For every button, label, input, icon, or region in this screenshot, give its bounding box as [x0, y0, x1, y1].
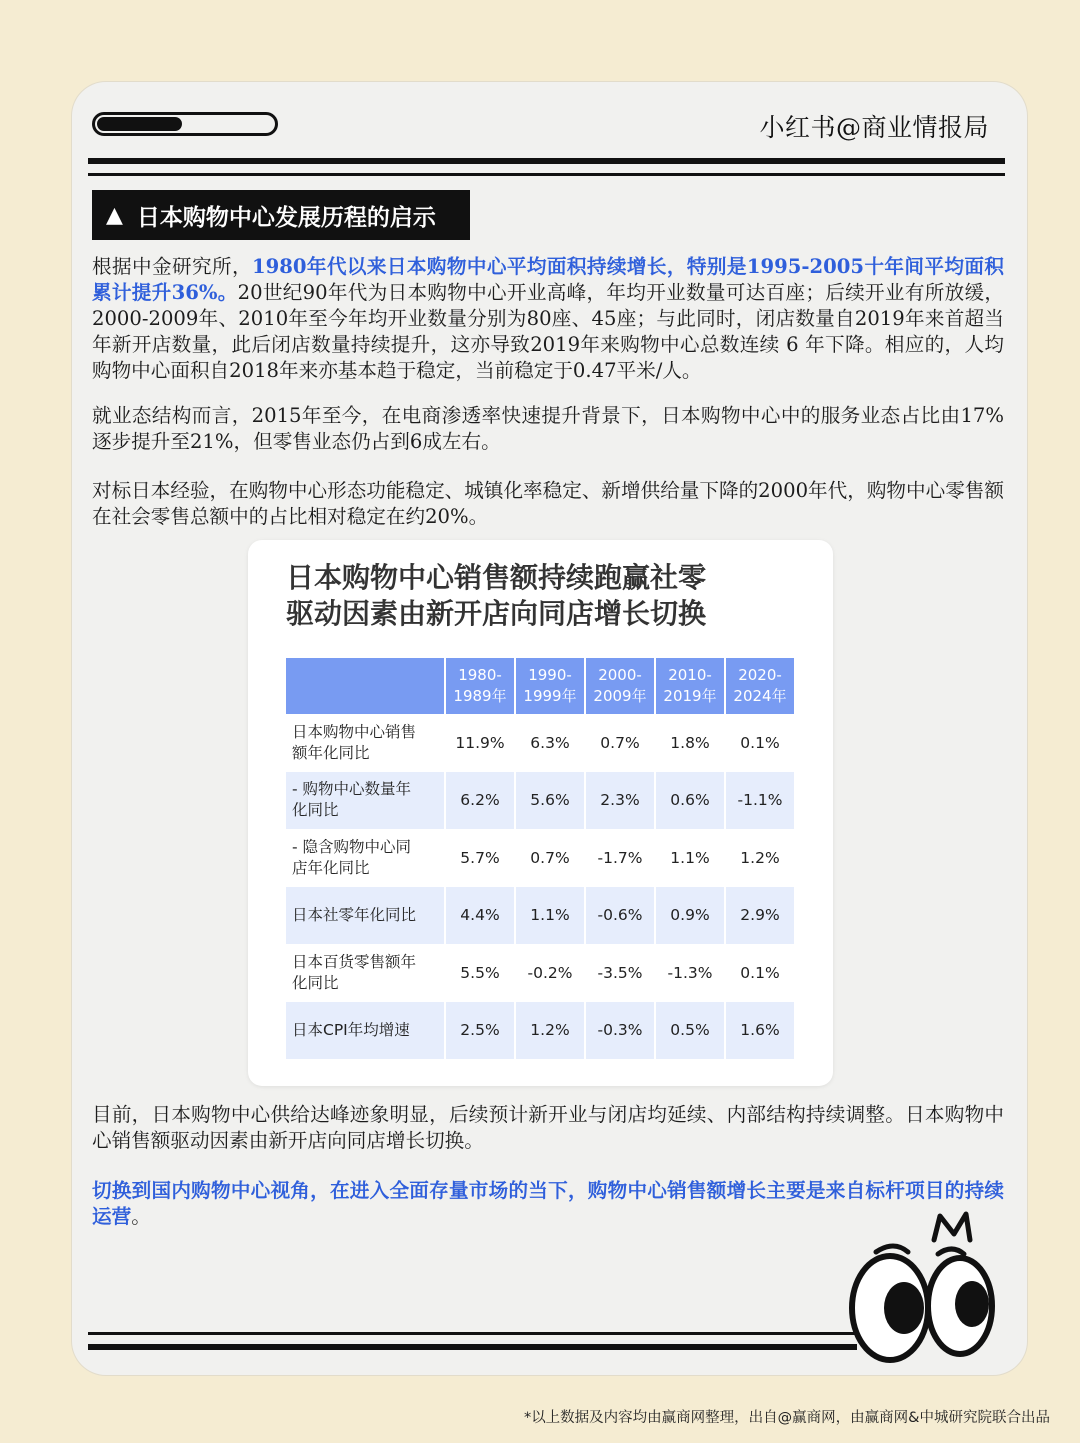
table-title-line-1: 日本购物中心销售额持续跑赢社零	[286, 561, 707, 594]
table-title	[286, 560, 706, 632]
table-cell: -0.6%	[584, 887, 654, 945]
p5-end: 。	[131, 1205, 151, 1228]
table-cell: 5.7%	[444, 829, 514, 887]
table-cell: 5.6%	[514, 772, 584, 830]
row-label: - 购物中心数量年 化同比	[286, 772, 444, 830]
section-title-text: 日本购物中心发展历程的启示	[136, 203, 436, 231]
header-corner	[286, 658, 444, 714]
top-rule-thick	[88, 158, 1005, 164]
row-label: 日本社零年化同比	[286, 887, 444, 945]
column-header: 1990- 1999年	[514, 658, 584, 714]
content-card	[72, 82, 1027, 1375]
table-cell: 2.9%	[724, 887, 794, 945]
table-cell: 2.5%	[444, 1002, 514, 1060]
paragraph-1	[92, 254, 1004, 384]
table-cell: 6.3%	[514, 714, 584, 772]
top-rule-thin	[88, 173, 1005, 176]
row-label: 日本CPI年均增速	[286, 1002, 444, 1060]
table-cell: 1.8%	[654, 714, 724, 772]
footer-note: *以上数据及内容均由赢商网整理，出自@赢商网，由赢商网&中城研究院联合出品	[523, 1410, 1050, 1426]
table-row	[286, 714, 794, 772]
bottom-rule-thick	[88, 1344, 857, 1350]
table-cell: 11.9%	[444, 714, 514, 772]
table-cell: 6.2%	[444, 772, 514, 830]
table-cell: 1.2%	[514, 1002, 584, 1060]
table-cell: 4.4%	[444, 887, 514, 945]
table-cell: 1.1%	[654, 829, 724, 887]
table-cell: -0.2%	[514, 944, 584, 1002]
section-title	[92, 190, 470, 240]
table-cell: 1.6%	[724, 1002, 794, 1060]
table-header-row	[286, 658, 794, 714]
column-header: 2010- 2019年	[654, 658, 724, 714]
table-cell: -1.7%	[584, 829, 654, 887]
paragraph-4: 目前，日本购物中心供给达峰迹象明显，后续预计新开业与闭店均延续、内部结构持续调整。日本购物中心销售额驱动因素由新开店向同店增长切换。	[92, 1103, 1004, 1152]
table-cell: 0.7%	[584, 714, 654, 772]
column-header: 2000- 2009年	[584, 658, 654, 714]
table-cell: 0.5%	[654, 1002, 724, 1060]
table-row	[286, 772, 794, 830]
table-cell: 5.5%	[444, 944, 514, 1002]
p1-text-b: 20世纪90年代为日本购物中心开业高峰，年均开业数量可达百座；后续开业有所放缓，2000-2009年、2010年至今年均开业数量分别为80座、45座；与此同时，闭店数量自2019年来首超当年新开店数量，此后闭店数量持续提升，这亦导致2019年来购物中心总数连续 6 年下降。相应的，人均购物中心面积自2018年来亦基本趋于稳定，当前稳定于0.47平米/人。	[92, 281, 1004, 382]
row-label: 日本购物中心销售 额年化同比	[292, 722, 417, 762]
paragraph-2: 就业态结构而言，2015年至今，在电商渗透率快速提升背景下，日本购物中心中的服务业态占比由17%逐步提升至21%，但零售业态仍占到6成左右。	[92, 404, 1004, 453]
table-cell: 2.3%	[584, 772, 654, 830]
progress-fill	[97, 117, 182, 131]
table-row	[286, 944, 794, 1002]
table-row	[286, 887, 794, 945]
table-cell: -1.1%	[724, 772, 794, 830]
table-cell: 1.1%	[514, 887, 584, 945]
p5-highlight: 切换到国内购物中心视角，在进入全面存量市场的当下，购物中心销售额增长主要是来自标杆项目的持续运营	[92, 1179, 1004, 1228]
brand-watermark: 小红书@商业情报局	[759, 113, 989, 142]
table-cell: -0.3%	[584, 1002, 654, 1060]
table-cell: 0.1%	[724, 714, 794, 772]
table-title-line-2: 驱动因素由新开店向同店增长切换	[286, 597, 707, 630]
data-table	[286, 658, 794, 1059]
table-cell: 1.2%	[724, 829, 794, 887]
column-header: 1980- 1989年	[444, 658, 514, 714]
table-cell: -3.5%	[584, 944, 654, 1002]
paragraph-3: 对标日本经验，在购物中心形态功能稳定、城镇化率稳定、新增供给量下降的2000年代，购物中心零售额在社会零售总额中的占比相对稳定在约20%。	[92, 479, 1004, 528]
p1-text-a: 根据中金研究所，	[92, 255, 252, 278]
row-label: 日本百货零售额年 化同比	[292, 952, 417, 992]
table-cell: 0.9%	[654, 887, 724, 945]
table-cell: -1.3%	[654, 944, 724, 1002]
row-label: - 隐含购物中心同 店年化同比	[292, 837, 412, 877]
cartoon-eyes-icon	[842, 1206, 1012, 1375]
bottom-rule-thin	[88, 1332, 857, 1335]
table-row	[286, 829, 794, 887]
table-cell: 0.1%	[724, 944, 794, 1002]
table-cell: 0.6%	[654, 772, 724, 830]
column-header: 2020- 2024年	[724, 658, 794, 714]
p1-highlight: 1980年代以来日本购物中心平均面积持续增长，特别是1995-2005十年间平均面积累计提升36%。	[92, 255, 1005, 304]
triangle-up-icon: ▲	[106, 202, 123, 228]
progress-bar	[92, 112, 278, 136]
table-row	[286, 1002, 794, 1060]
table-cell: 0.7%	[514, 829, 584, 887]
table-card	[248, 540, 833, 1086]
